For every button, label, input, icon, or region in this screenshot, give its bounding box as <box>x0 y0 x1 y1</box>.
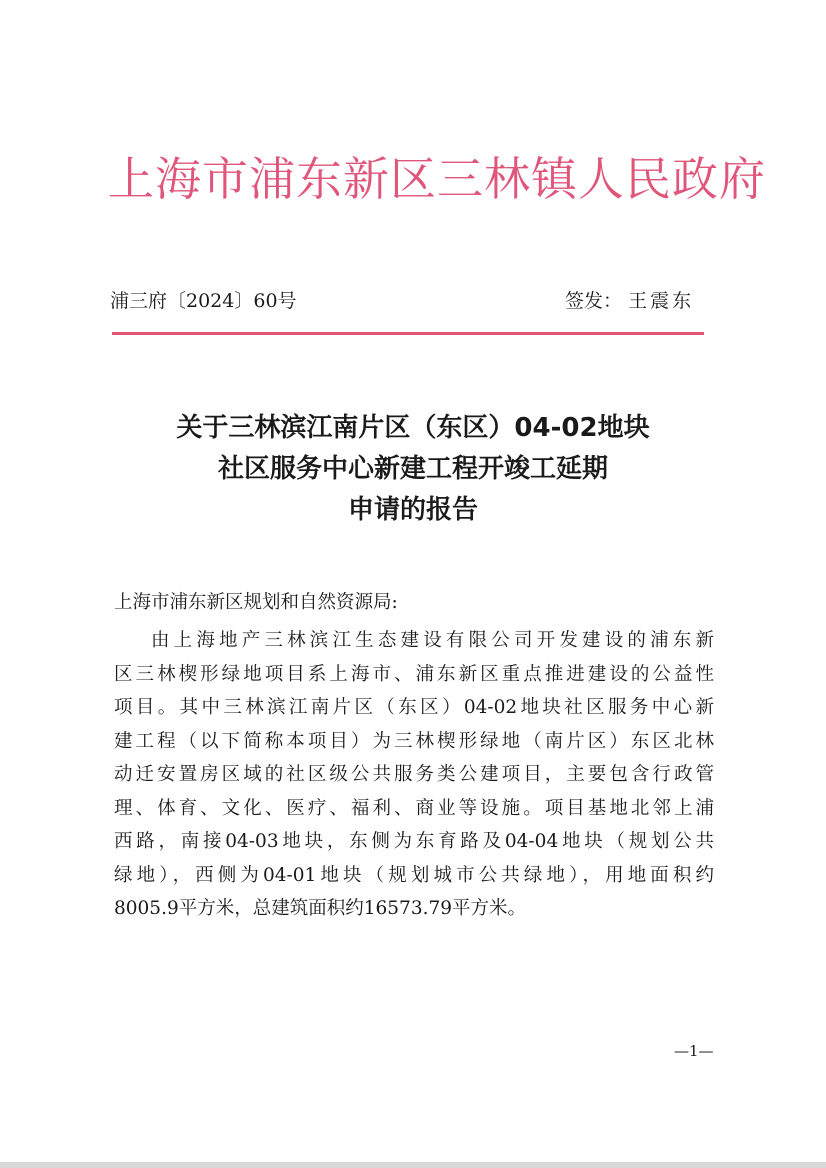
body-line: 理、体育、文化、医疗、福利、商业等设施。项目基地北邻上浦 <box>114 797 714 819</box>
title-line: 社区服务中心新建工程开竣工延期 <box>217 454 608 484</box>
document-title <box>60 408 766 531</box>
signer <box>565 286 694 313</box>
body-paragraph <box>114 624 714 926</box>
issuing-organization-header: 上海市浦东新区三林镇人民政府 <box>108 152 766 206</box>
red-separator-line <box>112 332 704 335</box>
body-line: 西路，南接04-03地块，东侧为东育路及04-04地块（规划公共 <box>114 831 714 852</box>
salutation: 上海市浦东新区规划和自然资源局: <box>114 592 398 613</box>
scan-bottom-edge <box>0 1162 826 1168</box>
body-line: 绿地），西侧为04-01地块（规划城市公共绿地），用地面积约 <box>114 864 714 886</box>
title-line: 申请的报告 <box>347 495 478 525</box>
title-line: 关于三林滨江南片区（东区）04-02地块 <box>176 413 650 443</box>
signer-label: 签发： <box>565 290 623 312</box>
body-line: 区三林楔形绿地项目系上海市、浦东新区重点推进建设的公益性 <box>114 663 714 685</box>
body-line: 8005.9平方米，总建筑面积约16573.79平方米。 <box>114 898 527 919</box>
document-number: 浦三府〔2024〕60号 <box>110 290 297 312</box>
body-line: 由上海地产三林滨江生态建设有限公司开发建设的浦东新 <box>151 630 714 651</box>
signer-name: 王震东 <box>628 290 695 312</box>
body-line: 项目。其中三林滨江南片区（东区）04-02地块社区服务中心新 <box>114 697 714 718</box>
body-line: 建工程（以下简称本项目）为三林楔形绿地（南片区）东区北林 <box>114 730 714 752</box>
body-line: 动迁安置房区域的社区级公共服务类公建项目，主要包含行政管 <box>114 764 714 785</box>
page-number: —1— <box>674 1042 714 1060</box>
